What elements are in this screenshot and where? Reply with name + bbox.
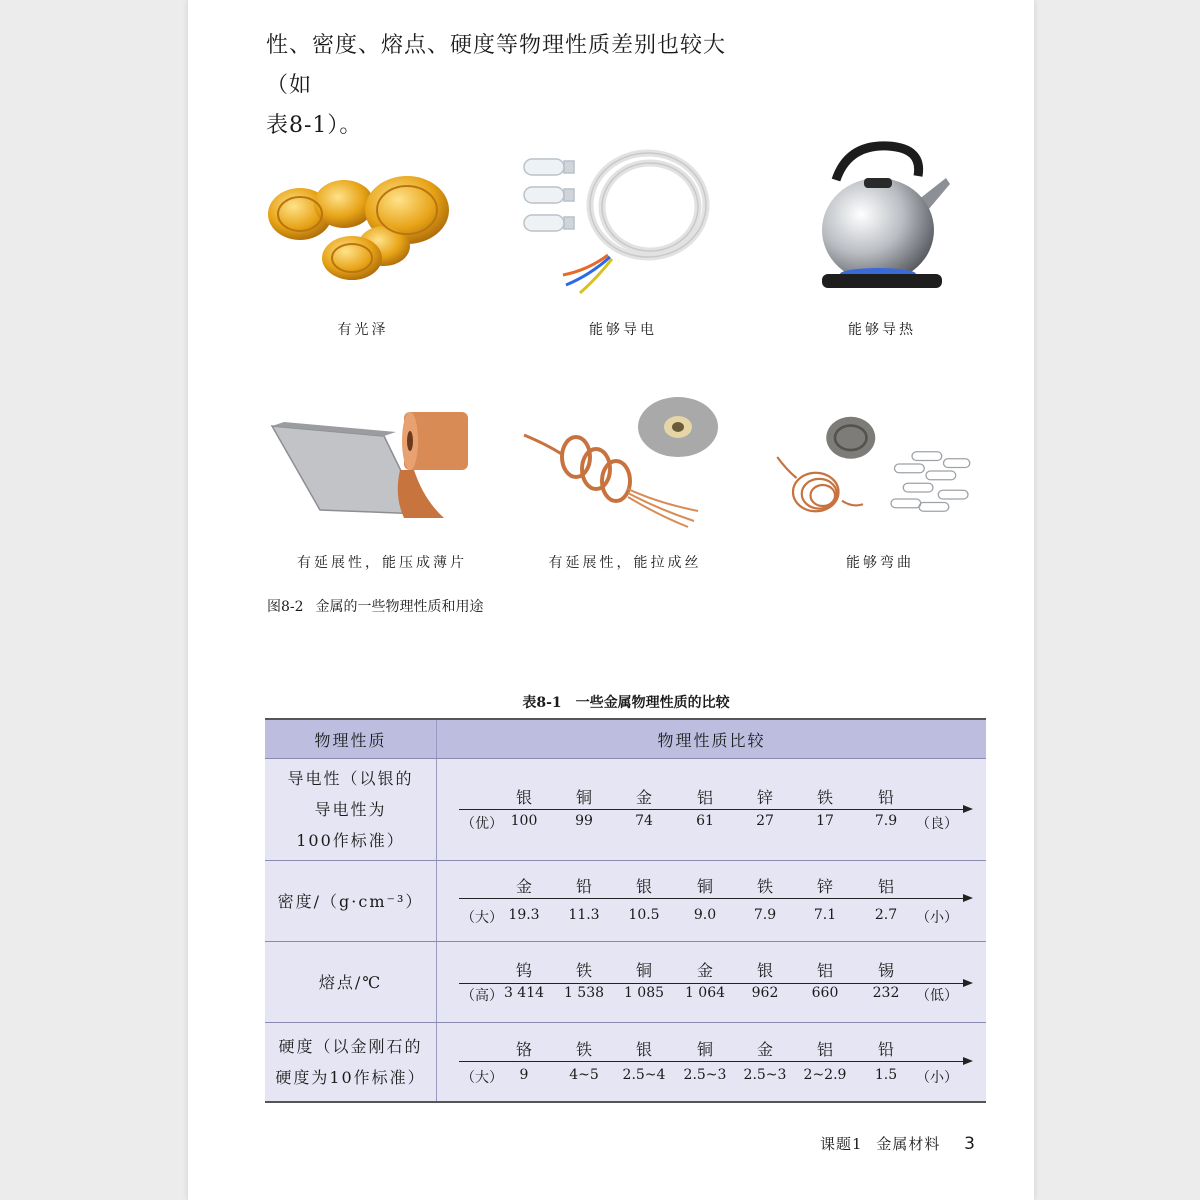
metal-name: 铁	[575, 1040, 593, 1059]
scale-box	[437, 1023, 986, 1101]
scale-right-label: （低）	[916, 988, 958, 1004]
row-label-line: 导电性为	[314, 800, 387, 819]
metal-name: 铝	[816, 961, 834, 980]
metal-values	[437, 985, 986, 1005]
row-label	[265, 942, 437, 1023]
kettle-on-stove-photo	[778, 140, 988, 300]
metal-name: 银	[635, 877, 653, 896]
page-number: 3	[964, 1134, 976, 1154]
scale-right-label: （小）	[916, 1070, 958, 1086]
metal-name: 金	[696, 961, 714, 980]
metal-value: 10.5	[628, 907, 660, 923]
row-label-line: 密度/（g·cm⁻³）	[277, 891, 424, 911]
metal-name: 金	[515, 877, 533, 896]
scale-left-label: （优）	[461, 816, 503, 832]
header-property: 物理性质	[265, 719, 437, 759]
figure-caption: 有延展性，能拉成丝	[548, 555, 702, 571]
table-title	[266, 692, 986, 712]
metal-value: 232	[872, 985, 900, 1001]
metal-name: 银	[756, 961, 774, 980]
metal-name: 铜	[635, 961, 653, 980]
metal-value: 1.5	[874, 1067, 898, 1083]
metal-name: 锌	[756, 788, 774, 807]
table-title-text: 一些金属物理性质的比较	[575, 695, 730, 711]
page-footer	[820, 1133, 976, 1154]
metal-value: 2.7	[874, 907, 898, 923]
metal-value: 2.5~3	[743, 1067, 787, 1083]
metal-name: 铜	[696, 877, 714, 896]
scale-box	[437, 861, 986, 941]
metal-value: 74	[635, 813, 653, 829]
row-label-line: 硬度（以金刚石的	[278, 1037, 423, 1056]
intro-paragraph	[266, 26, 766, 146]
metal-properties-table	[265, 718, 986, 1103]
row-label-line: 导电性（以银的	[287, 769, 414, 788]
comparison-scale	[437, 861, 987, 942]
metal-value: 11.3	[568, 907, 600, 923]
footer-title: 金属材料	[876, 1135, 941, 1153]
metal-value: 9.0	[693, 907, 717, 923]
metal-value: 660	[811, 985, 839, 1001]
metal-names	[437, 785, 986, 805]
scale-arrow	[459, 898, 964, 899]
metal-names	[437, 958, 986, 978]
row-label-line: 熔点/℃	[318, 972, 383, 992]
metal-value: 100	[510, 813, 538, 829]
metal-value: 962	[751, 985, 779, 1001]
figure-caption: 有延展性，能压成薄片	[297, 555, 467, 571]
metal-names	[437, 874, 986, 894]
scale-box	[437, 942, 986, 1022]
metal-name: 锌	[816, 877, 834, 896]
metal-value: 27	[756, 813, 774, 829]
comparison-scale	[437, 759, 987, 861]
figure-caption: 能够导热	[848, 322, 916, 338]
metal-value: 2.5~3	[683, 1067, 727, 1083]
scale-arrow	[459, 1061, 964, 1062]
metal-name: 银	[515, 788, 533, 807]
row-label	[265, 1023, 437, 1103]
wire-spool-photo	[518, 385, 728, 545]
metal-value: 61	[696, 813, 714, 829]
figure-caption: 能够弯曲	[846, 555, 914, 571]
scale-box	[437, 759, 986, 860]
comparison-scale	[437, 942, 987, 1023]
table-number: 表8-1	[522, 695, 562, 711]
metal-value: 3 414	[503, 985, 545, 1001]
figure-number: 图8-2	[267, 599, 304, 615]
metal-value: 17	[816, 813, 834, 829]
metal-value: 2~2.9	[803, 1067, 847, 1083]
metal-value: 19.3	[508, 907, 540, 923]
row-label-line: 100作标准）	[296, 831, 405, 850]
metal-name: 金	[635, 788, 653, 807]
metal-value: 7.9	[874, 813, 898, 829]
scale-left-label: （大）	[461, 1070, 503, 1086]
metal-values	[437, 1067, 986, 1087]
metal-name: 铜	[575, 788, 593, 807]
table-row	[265, 759, 986, 861]
scale-right-label: （小）	[916, 910, 958, 926]
scale-right-label: （良）	[916, 816, 958, 832]
metal-value: 7.1	[813, 907, 837, 923]
table-row	[265, 861, 986, 942]
metal-value: 9	[519, 1067, 529, 1083]
metal-name: 铁	[756, 877, 774, 896]
wire-and-clips-photo	[772, 398, 982, 558]
scale-left-label: （高）	[461, 988, 503, 1004]
metal-values	[437, 907, 986, 927]
metal-name: 铜	[696, 1040, 714, 1059]
metal-names	[437, 1037, 986, 1057]
intro-line-2: 表8-1）。	[266, 113, 363, 138]
figure-title-text: 金属的一些物理性质和用途	[315, 599, 484, 615]
metal-name: 铝	[696, 788, 714, 807]
figure-caption: 有光泽	[337, 322, 389, 338]
metal-name: 钨	[515, 961, 533, 980]
row-label-line: 硬度为10作标准）	[275, 1068, 426, 1087]
metal-name: 铝	[877, 877, 895, 896]
metal-value: 7.9	[753, 907, 777, 923]
row-label	[265, 759, 437, 861]
metal-name: 铅	[877, 1040, 895, 1059]
gold-coins-photo	[262, 150, 472, 310]
metal-name: 铁	[575, 961, 593, 980]
intro-line-1: 性、密度、熔点、硬度等物理性质差别也较大（如	[266, 33, 727, 98]
metal-name: 铁	[816, 788, 834, 807]
figure-caption: 能够导电	[589, 322, 657, 338]
table-row	[265, 1023, 986, 1103]
foil-sheets-photo	[264, 400, 474, 560]
figure-title	[267, 596, 484, 616]
footer-lesson: 课题1	[820, 1135, 863, 1153]
metal-name: 铬	[515, 1040, 533, 1059]
metal-value: 1 064	[684, 985, 726, 1001]
metal-value: 2.5~4	[622, 1067, 666, 1083]
metal-name: 锡	[877, 961, 895, 980]
metal-value: 4~5	[569, 1067, 599, 1083]
scale-left-label: （大）	[461, 910, 503, 926]
metal-name: 金	[756, 1040, 774, 1059]
bulbs-and-wire-photo	[518, 145, 728, 305]
metal-name: 银	[635, 1040, 653, 1059]
scale-arrow	[459, 983, 964, 984]
header-comparison: 物理性质比较	[437, 719, 987, 759]
scale-arrow	[459, 809, 964, 810]
table-row	[265, 942, 986, 1023]
metal-values	[437, 813, 986, 833]
metal-value: 1 085	[623, 985, 665, 1001]
metal-value: 1 538	[563, 985, 605, 1001]
metal-name: 铅	[877, 788, 895, 807]
metal-name: 铝	[816, 1040, 834, 1059]
comparison-scale	[437, 1023, 987, 1103]
metal-value: 99	[575, 813, 593, 829]
row-label	[265, 861, 437, 942]
metal-name: 铅	[575, 877, 593, 896]
